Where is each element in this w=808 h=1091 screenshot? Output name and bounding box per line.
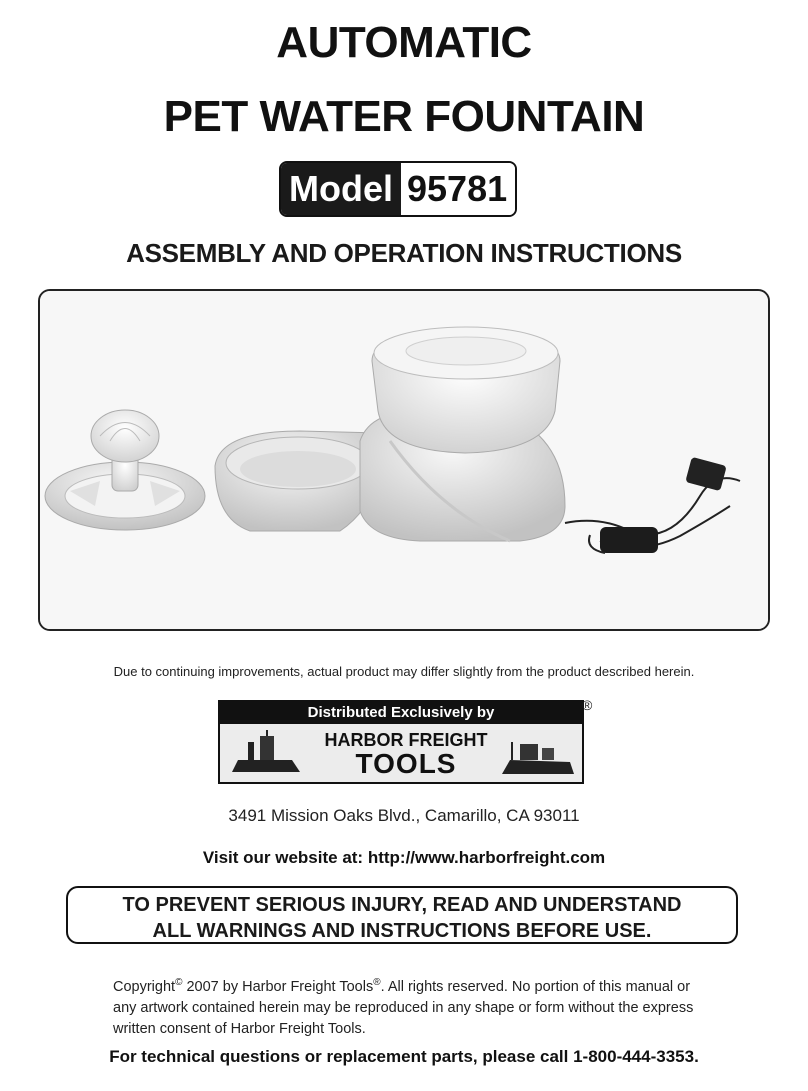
title-line-2: PET WATER FOUNTAIN [163,92,645,141]
copyright-symbol: © [175,977,183,988]
title-line-1: AUTOMATIC [276,18,532,67]
logo-name: HARBOR FREIGHT [324,730,488,750]
model-label: Model [281,163,401,215]
copyright-part-3: . All rights reserved. No portion of this manual or any artwork contained herein may be reproduced in any shape or form without the express written consent of Harbor Freight Tools. [113,978,694,1037]
disclaimer: Due to continuing improvements, actual product may differ slightly from the product described herein. [113,664,695,679]
logo-tools: TOOLS [355,748,457,779]
website-line: Visit our website at: http://www.harborfreight.com [202,848,606,867]
registered-mark: ® [582,697,593,713]
copyright-part-2: 2007 by Harbor Freight Tools [182,978,374,995]
product-photo [38,289,770,631]
water-bowl [215,431,381,531]
copyright-notice [113,972,713,1040]
water-reservoir [372,327,560,453]
safety-warning-box [66,886,738,944]
pet-fountain-illustration [40,291,768,629]
warning-line-2: ALL WARNINGS AND INSTRUCTIONS BEFORE USE. [152,920,652,942]
document-subtitle: ASSEMBLY AND OPERATION INSTRUCTIONS [126,238,682,268]
registered-symbol: ® [373,977,381,988]
company-address: 3491 Mission Oaks Blvd., Camarillo, CA 93011 [228,806,580,825]
warning-line-1: TO PREVENT SERIOUS INJURY, READ AND UNDERSTAND [122,894,682,916]
harbor-freight-logo [218,700,584,784]
logo-banner: Distributed Exclusively by [220,702,582,724]
model-number: 95781 [401,163,515,215]
model-badge [279,161,517,217]
technical-contact: For technical questions or replacement parts, please call 1-800-444-3353. [109,1047,699,1066]
copyright-part-1: Copyright [113,978,176,995]
